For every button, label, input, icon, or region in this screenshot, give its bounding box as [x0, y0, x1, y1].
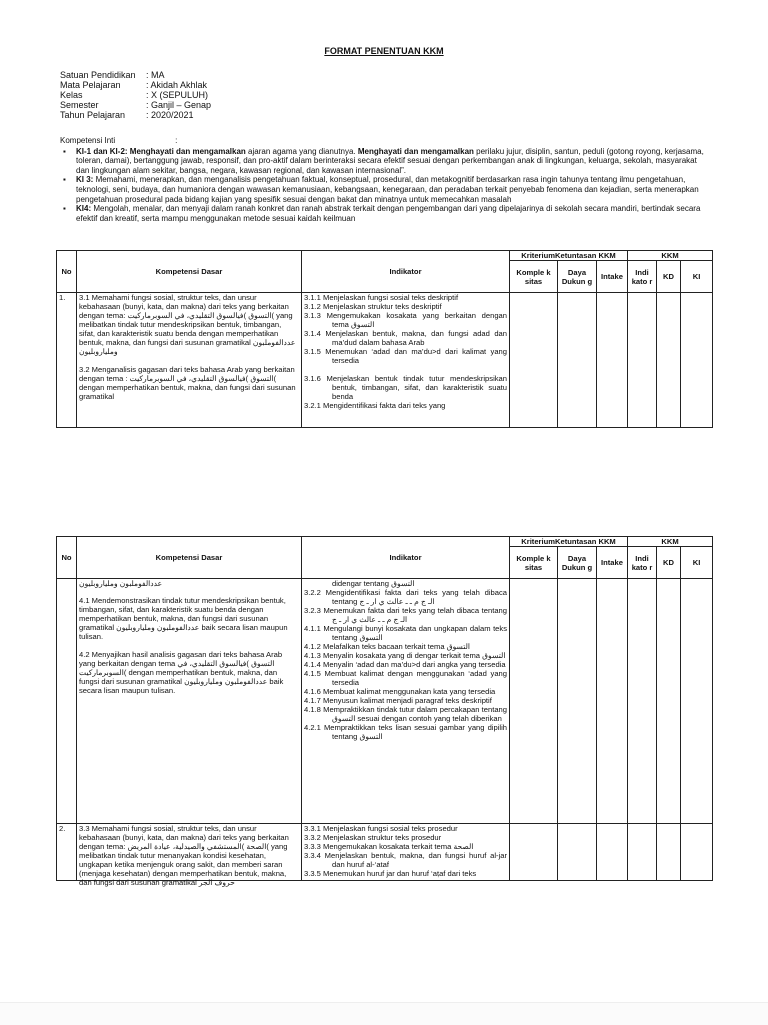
row-number: 1. [57, 293, 77, 428]
table-row [57, 579, 713, 824]
header-kriterium: KriteriumKetuntasan KKM [510, 537, 628, 547]
indikator-kkm-cell [628, 824, 657, 881]
header-kompetensi-dasar: Kompetensi Dasar [77, 251, 302, 293]
indikator-item: 4.1.2 Melafalkan teks bacaan terkait tema التسوق [304, 642, 470, 651]
ki-heading [60, 136, 712, 146]
ki-kkm-cell [681, 579, 713, 824]
table-row [57, 293, 713, 428]
header-intake: Intake [597, 547, 628, 579]
kd-item: 4.2 Menyajikan hasil analisis gagasan dari teks bahasa Arab yang berkaitan dengan tema التسوق )فيالسوق التقليدي، في السوبرماركيت( dengan memperhatikan bentuk, makna, dan fungsi dari susunan gramatikal عددالفوملبون وملياروبليون baik secara lisan maupun tulisan. [79, 650, 284, 695]
kd-kkm-cell [657, 293, 681, 428]
header-daya-dukung: Daya Dukun g [558, 547, 597, 579]
indikator-item: 4.1.5 Membuat kalimat dengan menggunakan ‘adad yang tersedia [304, 669, 507, 687]
header-kd: KD [657, 547, 681, 579]
ki-item-bold: KI 3: [76, 175, 94, 185]
header-intake: Intake [597, 261, 628, 293]
header-indikator: Indikator [302, 537, 510, 579]
daya-dukung-cell [558, 824, 597, 881]
identity-row [60, 90, 211, 100]
header-daya-dukung: Daya Dukun g [558, 261, 597, 293]
indikator-item: 3.1.2 Menjelaskan struktur teks deskriptif [304, 302, 442, 311]
page-break [0, 1002, 768, 1025]
indikator-item: 4.1.1 Mengulangi bunyi kosakata dan ungkapan dalam teks tentang التسوق [304, 624, 507, 642]
indikator-item: 4.1.7 Menyusun kalimat menjadi paragraf teks deskriptif [304, 696, 492, 705]
kompleksitas-cell [510, 293, 558, 428]
header-kompleksitas: Komple k sitas [510, 547, 558, 579]
header-ki: KI [681, 261, 713, 293]
indikator-item: 4.1.8 Mempraktikkan tindak tutur dalam percakapan tentang التسوق sesuai dengan contoh yang telah diberikan [304, 705, 507, 723]
header-kkm: KKM [628, 537, 713, 547]
indikator-cell [302, 579, 510, 824]
header-ki: KI [681, 547, 713, 579]
indikator-item: 4.1.6 Membuat kalimat menggunakan kata yang tersedia [304, 687, 496, 696]
identity-value: : Ganjil – Genap [146, 100, 212, 110]
kd-kkm-cell [657, 824, 681, 881]
ki-item [76, 175, 712, 204]
ki-item-bold: Menghayati dan mengamalkan [357, 146, 474, 156]
table-row [57, 824, 713, 881]
identity-label: Tahun Pelajaran [60, 110, 126, 120]
identity-label: Kelas [60, 90, 83, 100]
document-title: FORMAT PENENTUAN KKM [324, 46, 444, 56]
indikator-item: didengar tentang التسوق [332, 579, 415, 588]
identity-label: Semester [60, 100, 99, 110]
indikator-item: 3.3.2 Menjelaskan struktur teks prosedur [304, 833, 442, 842]
identity-block [60, 70, 211, 120]
kd-item: 3.2 Menganalisis gagasan dari teks bahasa Arab yang berkaitan dengan tema : التسوق )فيالسوق التقليدي، في السوبرماركيت( dengan memperhatikan bentuk, makna, dan fungsi dari susunan gramatikal [79, 365, 296, 401]
indikator-item: 3.2.3 Menemukan fakta dari teks yang telah dibaca tentang الـ ج م ـ ـ عالث ي ار ـ ج [304, 606, 507, 624]
row-number: 2. [57, 824, 77, 881]
identity-value: : X (SEPULUH) [146, 90, 209, 100]
header-kd: KD [657, 261, 681, 293]
indikator-cell [302, 293, 510, 428]
kd-item: 4.1 Mendemonstrasikan tindak tutur mendeskripsikan bentuk, timbangan, sifat, dan karakteristik suatu benda dengan memperhatikan bentuk, makna, dan fungsi dari susunan gramatikal عددالفوملبون وملياروبليون baik secara lisan maupun tulisan. [79, 596, 288, 641]
ki-list [60, 147, 712, 224]
ki-heading-colon: : [175, 136, 178, 145]
indikator-item: 4.2.1 Mempraktikkan teks lisan sesuai gambar yang dipilih tentang التسوق [304, 723, 507, 741]
indikator-item: 4.1.3 Menyalin kosakata yang di dengar terkait tema التسوق [304, 651, 506, 660]
header-indikator-kkm: Indi kato r [628, 261, 657, 293]
intake-cell [597, 824, 628, 881]
ki-item [76, 147, 712, 176]
indikator-item: 3.1.1 Menjelaskan fungsi sosial teks deskriptif [304, 293, 459, 302]
header-indikator: Indikator [302, 251, 510, 293]
kd-item: عددالفوملبون وملياروبليون [79, 579, 163, 588]
indikator-item: 3.1.3 Mengemukakan kosakata yang berkaitan dengan tema التسوق [304, 311, 507, 329]
indikator-item: 3.1.4 Menjelaskan bentuk, makna, dan fungsi adad dan ma’dud dalam bahasa Arab [304, 329, 507, 347]
indikator-item: 3.2.2 Mengidentifikasi fakta dari teks yang telah dibaca tentang الـ ج م ـ ـ عالث ي ار ـ ج [304, 588, 507, 606]
header-kriterium: KriteriumKetuntasan KKM [510, 251, 628, 261]
ki-item-text: ajaran agama yang dianutnya. [245, 146, 358, 156]
intake-cell [597, 579, 628, 824]
daya-dukung-cell [558, 293, 597, 428]
kd-cell [77, 824, 302, 887]
identity-value: : MA [146, 70, 165, 80]
indikator-item: 3.2.1 Mengidentifikasi fakta dari teks yang [304, 401, 446, 410]
identity-row [60, 80, 211, 90]
identity-row [60, 110, 211, 120]
indikator-cell [302, 824, 510, 881]
indikator-item: 3.1.6 Menjelaskan bentuk tindak tutur mendeskripsikan bentuk, timbangan, sifat, dan karakteristik suatu benda [304, 374, 507, 401]
kkm-table-1 [56, 250, 713, 428]
indikator-item: 3.3.5 Menemukan huruf jar dan huruf ‘aṭaf dari teks [304, 869, 477, 878]
ki-item-text: perilaku jujur, disiplin, santun, peduli (gotong royong, kerjasama, toleran, damai), bertanggung jawab, responsif, dan pro-aktif dalam berinteraksi secara efektif sesuai dengan perkembangan anak di lingkungan, keluarga, sekolah, masyarakat dan lingkungan alam sekitar, bangsa, negara, kawasan regional, dan kawasan internasional”. [76, 146, 704, 175]
indikator-item: 3.3.3 Mengemukakan kosakata terkait tema الصحة [304, 842, 474, 851]
ki-item-bold: KI4: [76, 204, 92, 214]
row-number [57, 579, 77, 824]
ki-item-text: Memahami, menerapkan, dan menganalisis pengetahuan faktual, konseptual, prosedural, dan metakognitif berdasarkan rasa ingin tahunya tentang ilmu pengetahuan, teknologi, seni, budaya, dan humaniora dengan wawasan kemanusiaan, kebangsaan, kenegaraan, dan peradaban terkait penyebab fenomena dan kejadian, serta menerapkan pengetahuan prosedural pada bidang kajian yang spesifik sesuai dengan bakat dan minatnya untuk memecahkan masalah [76, 175, 699, 204]
ki-item-text: Mengolah, menalar, dan menyaji dalam ranah konkret dan ranah abstrak terkait dengan pengembangan dari yang dipelajarinya di sekolah secara mandiri, bertindak secara efektif dan kreatif, serta mampu menggunakan metode sesuai kaidah keilmuan [76, 204, 701, 223]
ki-kkm-cell [681, 293, 713, 428]
ki-item [76, 204, 712, 223]
ki-heading-label: Kompetensi Inti [60, 136, 116, 145]
kd-item: 3.3 Memahami fungsi sosial, struktur teks, dan unsur kebahasaan (bunyi, kata, dan makna) dari teks yang berkaitan dengan tema: الصحة )المستشفي والصيدلية، عيادة المريض( yang melibatkan tindak tutur menanyakan kondisi kesehatan, ungkapan ketika menjenguk orang sakit, dan memberi saran (menjaga kesehatan) dengan memperhatikan bentuk, makna, dan fungsi dari susunan gramatikal حروف الجر [79, 824, 289, 887]
indikator-item: 3.3.1 Menjelaskan fungsi sosial teks prosedur [304, 824, 458, 833]
kd-cell [77, 579, 302, 824]
identity-value: : 2020/2021 [146, 110, 194, 120]
header-no: No [57, 537, 77, 579]
indikator-spacer [304, 365, 507, 374]
ki-item-bold: KI-1 dan KI-2: Menghayati dan mengamalkan [76, 146, 246, 156]
identity-value: : Akidah Akhlak [146, 80, 208, 90]
ki-kkm-cell [681, 824, 713, 881]
kd-kkm-cell [657, 579, 681, 824]
intake-cell [597, 293, 628, 428]
kompetensi-inti-section [60, 136, 712, 223]
kompleksitas-cell [510, 579, 558, 824]
header-indikator-kkm: Indi kato r [628, 547, 657, 579]
identity-row [60, 100, 211, 110]
table-header-row [57, 251, 713, 261]
kd-item: 3.1 Memahami fungsi sosial, struktur teks, dan unsur kebahasaan (bunyi, kata, dan makna) dari teks yang berkaitan dengan tema: التسوق )فيالسوق التقليدي، في السوبرماركيت( yang melibatkan tindak tutur mendeskripsikan bentuk, timbangan, sifat, dan karakteristik suatu benda dengan memperhatikan bentuk, makna, dan fungsi dari susunan gramatikal عددالفوملبون وملياروبليون [79, 293, 296, 356]
header-kkm: KKM [628, 251, 713, 261]
indikator-item: 3.3.4 Menjelaskan bentuk, makna, dan fungsi huruf al-jar dan huruf al-‘ataf [304, 851, 507, 869]
table-header-row [57, 537, 713, 547]
header-no: No [57, 251, 77, 293]
indikator-kkm-cell [628, 293, 657, 428]
identity-label: Mata Pelajaran [60, 80, 121, 90]
kd-cell [77, 293, 302, 428]
kompleksitas-cell [510, 824, 558, 881]
kkm-table-2 [56, 536, 713, 887]
indikator-item: 4.1.4 Menyalin ‘adad dan ma’du>d dari angka yang tersedia [304, 660, 506, 669]
daya-dukung-cell [558, 579, 597, 824]
indikator-item: 3.1.5 Menemukan ‘adad dan ma’du>d dari kalimat yang tersedia [304, 347, 507, 365]
header-kompleksitas: Komple k sitas [510, 261, 558, 293]
identity-row [60, 70, 211, 80]
identity-label: Satuan Pendidikan [60, 70, 136, 80]
header-kompetensi-dasar: Kompetensi Dasar [77, 537, 302, 579]
indikator-kkm-cell [628, 579, 657, 824]
